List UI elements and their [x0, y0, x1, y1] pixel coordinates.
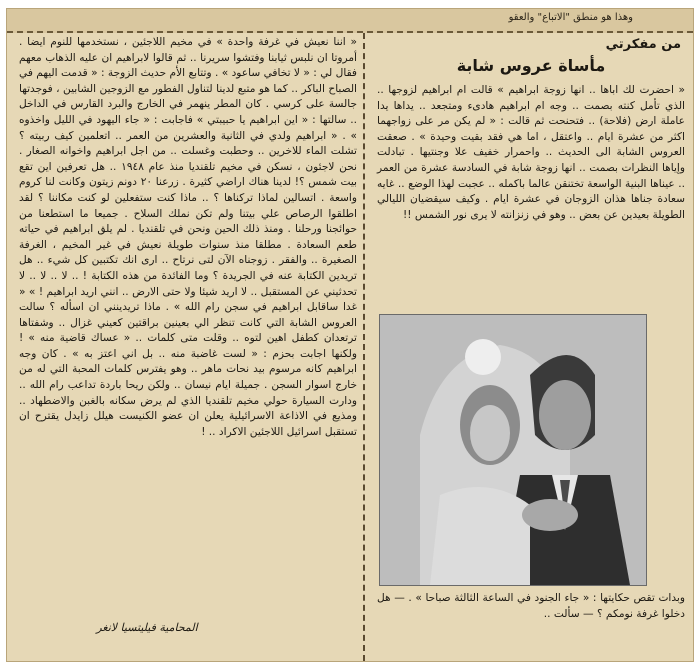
newspaper-clipping — [6, 8, 694, 662]
column-divider — [363, 33, 369, 661]
header-strip-text: وهذا هو منطق "الاتباع" والعقو — [508, 12, 633, 23]
wedding-photo — [379, 314, 647, 586]
section-label: من مفكرتي — [605, 37, 681, 52]
article-left-column — [19, 35, 357, 440]
article-bottom-text: وبدات تقص حكايتها : « جاء الجنود في الساعة الثالثة صباحا » . — هل دخلوا غرفة نومكم ؟ — سألت .. — [377, 592, 685, 620]
header-strip — [7, 9, 693, 33]
article-left-text: « اننا نعيش في غرفة واحدة » في مخيم اللاجئين ، نستخدمها للنوم ايضا . أمروتا ان نلبس ثيابنا وفتشوا سريرنا .. ثم قالوا لابراهيم ان عليه الذهاب معهم فقال لي : « لا تخافي ساعود » . وتتابع الأم حديث الزوجة : « قدمت اليهم في الصباح الباكر .. كما هو متبع لدينا لتناول الفطور مع الزوجين الشابين ، فوجدتها جالسة على كرسي . كان المطر ينهمر في الخارج والبرد القارس في الداخل .. سالتها : « اين ابراهيم يا حبيبتي » فاجابت : « جاء اليهود في الليل واخذوه » . « ابراهيم ولدي في الثانية والعشرين من العمر .. اتعلمين كيف ربيته ؟ تشلت الماء للاخرين .. وحطبت وغسلت .. من اجل ابراهيم واخوانه الصغار . نحن لاجئون ، نسكن في مخيم تلقنديا منذ عام ١٩٤٨ .. هل تعرفين اين تقع بيت شمس ؟! لدينا هناك اراضي كثيرة . زرعنا ٢٠ دونم زيتون وكانت لنا كروم واسعة . اتسالين لماذا تركناها ؟ .. ماذا كنت ستفعلين لو كنت مكاننا ؟ لقد اطلقوا الرصاص علي بيتنا ولم تكن نملك السلاح . جميعا ما استطعنا من حوائجنا ورحلنا . ومنذ ذلك الحين ونحن في تلقنديا . لم يلق ابراهيم في حياته طعم السعادة . مطلقا منذ سنوات طويلة نعيش في غير المخيم ، الغرفة الصغيرة .. والفقر . زوجناه الآن لتى نرتاح .. ارى انك تكتبين كل شيء .. هل تريدين الكتابة عنه في الجريدة ؟ وما الفائدة من هذه الكتابة ! .. لا .. لا .. لا تحدثيني عن المستقبل .. لا اريد شيئا ولا حتى الارض .. انني اريد ابراهيم ! » « غدا ساقابل ابراهيم في سجن رام الله » . ماذا تريدينني ان اسأله ؟ سالت العروس الشابة التي كانت تنظر الي بعينين براقتين كعيني غزال .. وشفتاها ترتعدان كطفل اهين لتوه .. وقلت متى كلمات .. « عساك قاضية منه » ! ولكنها اجابت بحزم : « لست غاضبة منه .. بل اني اعتز به » . كان وجه ابراهيم كانه مرسوم بيد نحات ماهر .. وهو يفترس كلمات المحبة التي له من خارج اسوار السجن . جميلة ايام نيسان .. ولكن ريحا باردة تداعب رام الله .. ودارت السيارة حولي مخيم تلقنديا الذي لم يرض سكانه بالغبن والاضطهاد .. ومذيع في الاذاعة الاسرائيلية يعلن ان عضو الكنيست هيلل زايدل يقترح ان تستقبل اسرائيل اللاجئين الاكراد .. ! — [19, 36, 358, 438]
wedding-couple-illustration — [380, 315, 646, 585]
author-signature: المحامية فيليتسيا لانغر — [96, 621, 198, 634]
article-right-text: « احضرت لك اباها .. انها زوجة ابراهيم » قالت ام ابراهيم لزوجها .. الذي تأمل كنته بصمت .. وجه ام ابراهيم هادىء ومتجعد .. يداها يدا عاملة ارض (فلاحة) .. فتحنحت ثم قالت : « لم يكن مر على زواجهما اكثر من عشرة ايام .. واعتقل ، اما هي فقد بقيت وحيدة » . صعقت العروس الشابة الى الحديث .. واحمرار خفيف علا وجنتيها . تبادلت وإياها النظرات بصمت .. انها زوجة شابة في السادسة عشرة من العمر .. عيناها البنية الواسعة تختنقن عالما باكمله .. عجبت لهذا الوضع .. غايه سعادة جناها هذان الزوجان في عشرة ايام . وكيف سيقضيان الليالي الطويلة بعيدين عن بعض .. وهو في زنزانته لا يرى نور الشمس !! — [377, 84, 685, 221]
article-right-column — [377, 37, 685, 223]
article-title: مأساة عروس شابة — [456, 56, 606, 75]
